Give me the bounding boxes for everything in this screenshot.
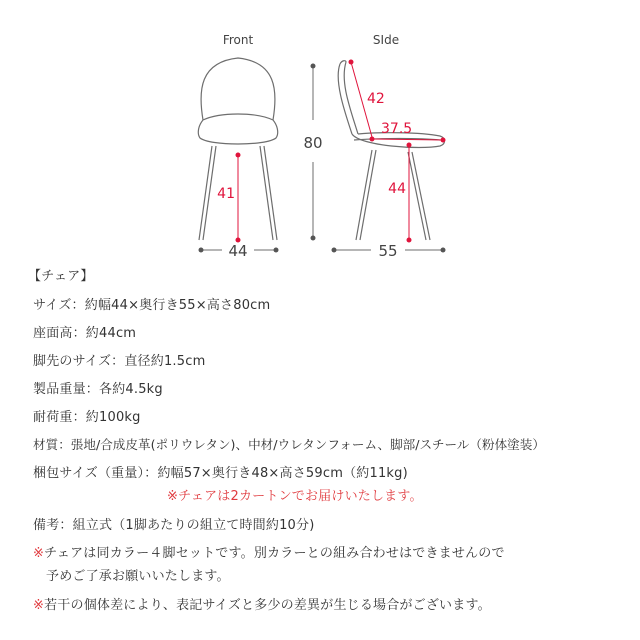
spec-foot-size: 脚先のサイズ：直径約1.5cm bbox=[33, 354, 206, 369]
spec-load: 耐荷重：約100kg bbox=[33, 410, 141, 425]
spec-note1-line2: 予めご了承お願いいたします。 bbox=[46, 569, 230, 584]
total-height-value: 80 bbox=[303, 134, 323, 152]
side-view-label: SIde bbox=[372, 33, 400, 47]
side-seat-depth-value: 37.5 bbox=[381, 121, 413, 137]
spec-material: 材質：張地/合成皮革(ポリウレタン)、中材/ウレタンフォーム、脚部/スチール（粉体塗装） bbox=[33, 437, 545, 452]
spec-size: サイズ：約幅44×奥行き55×高さ80cm bbox=[33, 298, 271, 313]
side-seat-height-value: 44 bbox=[388, 181, 406, 197]
spec-note2-text: 若干の個体差により、表記サイズと多少の差異が生じる場合がございます。 bbox=[44, 598, 491, 613]
spec-seat-height: 座面高：約44cm bbox=[33, 326, 137, 341]
spec-remarks: 備考：組立式（1脚あたりの組立て時間約10分) bbox=[33, 518, 315, 533]
spec-note1-line1: ※チェアは同カラー４脚セットです。別カラーとの組み合わせはできませんので bbox=[33, 546, 505, 561]
spec-heading: 【チェア】 bbox=[28, 269, 94, 284]
total-height-marker bbox=[311, 64, 316, 241]
side-seat-depth-marker bbox=[370, 137, 446, 143]
front-seat-height-value: 41 bbox=[217, 186, 235, 202]
side-back-value: 42 bbox=[367, 91, 385, 107]
side-chair bbox=[338, 61, 444, 240]
spec-weight: 製品重量：各約4.5kg bbox=[33, 382, 163, 397]
front-view-label: Front bbox=[222, 33, 254, 47]
chair-dimension-diagram bbox=[0, 0, 640, 262]
front-seat-height-marker bbox=[236, 153, 241, 243]
spec-note1-line1-text: チェアは同カラー４脚セットです。別カラーとの組み合わせはできませんので bbox=[44, 546, 505, 561]
spec-package: 梱包サイズ（重量）：約幅57×奥行き48×高さ59cm（約11kg) bbox=[33, 466, 408, 481]
front-width-value: 44 bbox=[228, 242, 248, 260]
spec-package-note: ※チェアは2カートンでお届けいたします。 bbox=[167, 489, 423, 504]
side-depth-value: 55 bbox=[378, 242, 398, 260]
spec-note2: ※若干の個体差により、表記サイズと多少の差異が生じる場合がございます。 bbox=[33, 598, 491, 613]
side-seat-height-marker bbox=[407, 143, 412, 243]
